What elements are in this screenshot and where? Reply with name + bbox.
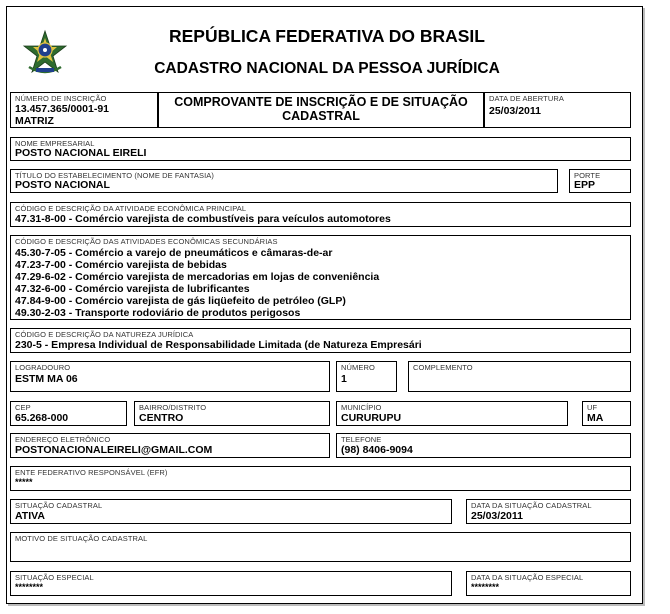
natureza-juridica-value: 230-5 - Empresa Individual de Responsabilidade Limitada (de Natureza Empresári: [15, 339, 422, 351]
uf-value: MA: [587, 412, 604, 424]
data-situacao-especial-box: [466, 571, 631, 596]
inscricao-label: NÚMERO DE INSCRIÇÃO: [15, 94, 107, 103]
motivo-box: [10, 532, 631, 562]
inscricao-tipo: MATRIZ: [15, 115, 54, 127]
telefone-label: TELEFONE: [341, 435, 382, 444]
complemento-box: [408, 361, 631, 392]
email-value: POSTONACIONALEIRELI@GMAIL.COM: [15, 444, 213, 456]
atividades-secundarias-box: [10, 235, 631, 320]
fantasia-value: POSTO NACIONAL: [15, 179, 110, 191]
atividade-principal-label: CÓDIGO E DESCRIÇÃO DA ATIVIDADE ECONÔMICA PRINCIPAL: [15, 204, 247, 213]
list-item: 49.30-2-03 - Transporte rodoviário de produtos perigosos: [15, 306, 301, 319]
abertura-value: 25/03/2011: [489, 105, 541, 117]
brasil-coat-of-arms-icon: [21, 29, 69, 77]
natureza-juridica-label: CÓDIGO E DESCRIÇÃO DA NATUREZA JURÍDICA: [15, 330, 194, 339]
inscricao-box: [10, 92, 158, 128]
data-situacao-box: [466, 499, 631, 524]
email-box: [10, 433, 330, 458]
numero-label: NÚMERO: [341, 363, 375, 372]
numero-value: 1: [341, 373, 347, 385]
email-label: ENDEREÇO ELETRÔNICO: [15, 435, 111, 444]
situacao-value: ATIVA: [15, 510, 45, 522]
nome-empresarial-value: POSTO NACIONAL EIRELI: [15, 147, 147, 159]
situacao-label: SITUAÇÃO CADASTRAL: [15, 501, 103, 510]
data-situacao-value: 25/03/2011: [471, 510, 523, 522]
fantasia-label: TÍTULO DO ESTABELECIMENTO (NOME DE FANTASIA): [15, 171, 215, 180]
situacao-box: [10, 499, 452, 524]
telefone-box: [336, 433, 631, 458]
motivo-label: MOTIVO DE SITUAÇÃO CADASTRAL: [15, 534, 148, 543]
efr-value: *****: [15, 477, 33, 487]
uf-box: [582, 401, 631, 426]
inscricao-numero: 13.457.365/0001-91: [15, 103, 110, 115]
header-subtitle: CADASTRO NACIONAL DA PESSOA JURÍDICA: [154, 60, 500, 77]
atividade-principal-box: [10, 202, 631, 227]
fantasia-box: [10, 169, 558, 193]
efr-label: ENTE FEDERATIVO RESPONSÁVEL (EFR): [15, 468, 168, 477]
municipio-label: MUNICÍPIO: [341, 403, 382, 412]
uf-label: UF: [587, 403, 598, 412]
logradouro-box: [10, 361, 330, 392]
comprovante-line2: CADASTRAL: [282, 109, 360, 123]
nome-empresarial-box: [10, 137, 631, 161]
cep-box: [10, 401, 127, 426]
comprovante-box: [158, 92, 484, 128]
header-title: REPÚBLICA FEDERATIVA DO BRASIL: [169, 26, 485, 46]
abertura-label: DATA DE ABERTURA: [489, 94, 564, 103]
natureza-juridica-box: [10, 328, 631, 353]
municipio-box: [336, 401, 568, 426]
atividades-secundarias-label: CÓDIGO E DESCRIÇÃO DAS ATIVIDADES ECONÔMICAS SECUNDÁRIAS: [15, 237, 278, 246]
data-situacao-especial-label: DATA DA SITUAÇÃO ESPECIAL: [471, 573, 584, 582]
logradouro-value: ESTM MA 06: [15, 373, 78, 385]
data-situacao-especial-value: ********: [471, 582, 500, 592]
list-item: 47.32-6-00 - Comércio varejista de lubrificantes: [15, 282, 250, 295]
cep-label: CEP: [15, 403, 31, 412]
bairro-value: CENTRO: [139, 412, 184, 424]
porte-box: [569, 169, 631, 193]
abertura-box: [484, 92, 631, 128]
porte-label: PORTE: [574, 171, 601, 180]
list-item: 47.84-9-00 - Comércio varejista de gás liqüefeito de petróleo (GLP): [15, 294, 346, 307]
efr-box: [10, 466, 631, 491]
situacao-especial-box: [10, 571, 452, 596]
list-item: 45.30-7-05 - Comércio a varejo de pneumáticos e câmaras-de-ar: [15, 247, 333, 259]
porte-value: EPP: [574, 179, 596, 191]
situacao-especial-label: SITUAÇÃO ESPECIAL: [15, 573, 94, 582]
bairro-label: BAIRRO/DISTRITO: [139, 403, 207, 412]
cep-value: 65.268-000: [15, 412, 69, 424]
numero-box: [336, 361, 397, 392]
nome-empresarial-label: NOME EMPRESARIAL: [15, 139, 95, 148]
comprovante-title: [159, 95, 483, 123]
data-situacao-label: DATA DA SITUAÇÃO CADASTRAL: [471, 501, 592, 510]
municipio-value: CURURUPU: [341, 412, 402, 424]
atividade-principal-value: 47.31-8-00 - Comércio varejista de combustíveis para veículos automotores: [15, 213, 391, 225]
document-frame: [6, 6, 643, 604]
list-item: 47.23-7-00 - Comércio varejista de bebidas: [15, 258, 227, 271]
complemento-label: COMPLEMENTO: [413, 363, 473, 372]
situacao-especial-value: ********: [15, 582, 44, 592]
list-item: 47.29-6-02 - Comércio varejista de mercadorias em lojas de conveniência: [15, 270, 380, 283]
bairro-box: [134, 401, 330, 426]
comprovante-line1: COMPROVANTE DE INSCRIÇÃO E DE SITUAÇÃO: [174, 95, 468, 109]
atividades-secundarias-list: [15, 248, 379, 319]
logradouro-label: LOGRADOURO: [15, 363, 71, 372]
telefone-value: (98) 8406-9094: [341, 444, 413, 456]
